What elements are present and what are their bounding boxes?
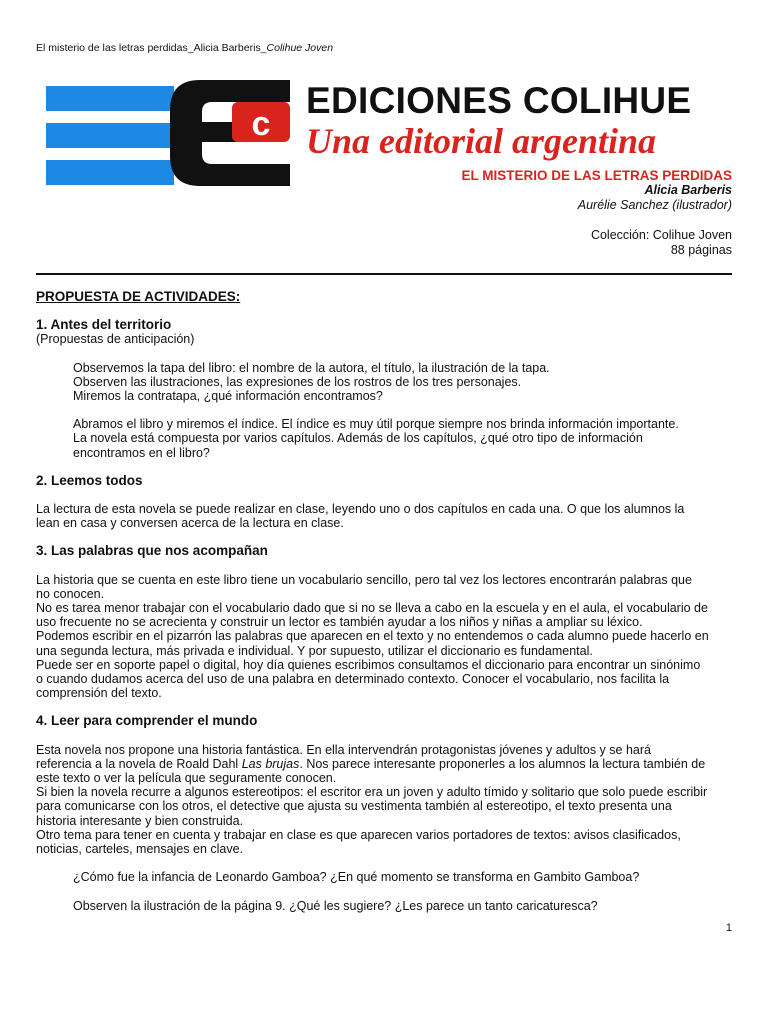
logo-stripe-top — [46, 86, 174, 111]
paragraph-line: Miremos la contratapa, ¿qué información encontramos? — [73, 389, 383, 404]
book-title: EL MISTERIO DE LAS LETRAS PERDIDAS — [461, 168, 732, 183]
paragraph-line: lean en casa y conversen acerca de la lectura en clase. — [36, 516, 344, 531]
paragraph-line: Otro tema para tener en cuenta y trabajar en clase es que aparecen varios portadores de textos: avisos clasificados, — [36, 827, 681, 842]
paragraph-line: uso frecuente no se acrecienta y construir un lector es también ayudar a los niños y niñas a ampliar su léxico. — [36, 615, 643, 630]
ec-logo-mark — [170, 80, 295, 186]
brand-name: EDICIONES COLIHUE — [306, 80, 692, 121]
paragraph-line: Observen las ilustraciones, las expresiones de los rostros de los tres personajes. — [73, 374, 522, 389]
main-heading: PROPUESTA DE ACTIVIDADES: — [36, 289, 241, 304]
section-1-subtitle: (Propuestas de anticipación) — [36, 332, 195, 347]
book-author: Alicia Barberis — [644, 183, 732, 197]
paragraph-line — [36, 757, 736, 771]
svg-text:c: c — [251, 105, 271, 143]
running-header — [36, 42, 333, 54]
paragraph-line: Esta novela nos propone una historia fantástica. En ella intervendrán protagonistas jóvenes y adultos y se hará — [36, 742, 651, 757]
paragraph-line: o cuando dudamos acerca del uso de una palabra en determinado contexto. Conocer el vocabulario, nos facilita la — [36, 672, 670, 687]
paragraph-line: Observemos la tapa del libro: el nombre de la autora, el título, la ilustración de la tapa. — [73, 360, 550, 375]
running-header-collection: Colihue Joven — [266, 42, 334, 54]
page-number: 1 — [725, 922, 732, 934]
book-reference: Las brujas — [241, 756, 300, 771]
paragraph-line: comprensión del texto. — [36, 686, 162, 701]
book-collection: Colección: Colihue Joven — [590, 228, 732, 242]
brand-tagline: Una editorial argentina — [306, 121, 657, 161]
paragraph-line: no conocen. — [36, 586, 105, 601]
question-line: ¿Cómo fue la infancia de Leonardo Gamboa? ¿En qué momento se transforma en Gambito Gamboa? — [73, 870, 640, 885]
paragraph-line: Podemos escribir en el pizarrón las palabras que aparecen en el texto y no entendemos o cada alumno puede hacerlo en — [36, 629, 709, 644]
logo-stripe-bottom — [46, 160, 174, 185]
book-info — [461, 168, 732, 258]
paragraph-line: este texto o ver la película que seguramente conocen. — [36, 771, 337, 786]
paragraph-line: noticias, carteles, mensajes en clave. — [36, 842, 244, 857]
paragraph-line: La novela está compuesta por varios capítulos. Además de los capítulos, ¿qué otro tipo de información — [73, 431, 643, 446]
question-line: Observen la ilustración de la página 9. ¿Qué les sugiere? ¿Les parece un tanto caricaturesca? — [73, 898, 598, 913]
paragraph-line: La lectura de esta novela se puede realizar en clase, leyendo uno o dos capítulos en cada una. O que los alumnos la — [36, 502, 685, 517]
paragraph-line: historia interesante y bien construida. — [36, 813, 244, 828]
divider — [36, 273, 732, 275]
line-text: referencia a la novela de Roald Dahl — [36, 756, 242, 771]
paragraph-line: para comunicarse con los otros, el detective que ajusta su vestimenta también al estereotipo, el texto presenta una — [36, 799, 672, 814]
section-3-heading: 3. Las palabras que nos acompañan — [36, 543, 268, 559]
paragraph-line: Abramos el libro y miremos el índice. El índice es muy útil porque siempre nos brinda información importante. — [73, 417, 679, 432]
book-illustrator: Aurélie Sanchez (ilustrador) — [577, 198, 732, 212]
paragraph-line: No es tarea menor trabajar con el vocabulario dado que si no se lleva a cabo en la escuela y en el aula, el vocabulario de — [36, 601, 708, 616]
line-text: . Nos parece interesante proponerles a los alumnos la lectura también de — [299, 756, 706, 771]
paragraph-line: una segunda lectura, más privada e individual. Y por supuesto, utilizar el diccionario es fundamental. — [36, 643, 593, 658]
paragraph-line: Si bien la novela recurre a algunos estereotipos: el escritor era un joven y adulto tímido y solitario que solo puede escribir — [36, 785, 708, 800]
section-1-heading: 1. Antes del territorio — [36, 317, 172, 333]
document-body — [36, 290, 736, 913]
paragraph-line: La historia que se cuenta en este libro tiene un vocabulario sencillo, pero tal vez los lectores encontrarán palabras que — [36, 572, 692, 587]
book-pages: 88 páginas — [670, 243, 732, 257]
running-header-title: El misterio de las letras perdidas_Alicia Barberis_ — [36, 42, 267, 54]
section-2-heading: 2. Leemos todos — [36, 472, 143, 488]
logo-stripe-middle — [46, 123, 174, 148]
paragraph-line: Puede ser en soporte papel o digital, hoy día quienes escribimos consultamos el diccionario para encontrar un sinónimo — [36, 657, 701, 672]
section-4-heading: 4. Leer para comprender el mundo — [36, 713, 258, 729]
paragraph-line: encontramos en el libro? — [73, 445, 210, 460]
